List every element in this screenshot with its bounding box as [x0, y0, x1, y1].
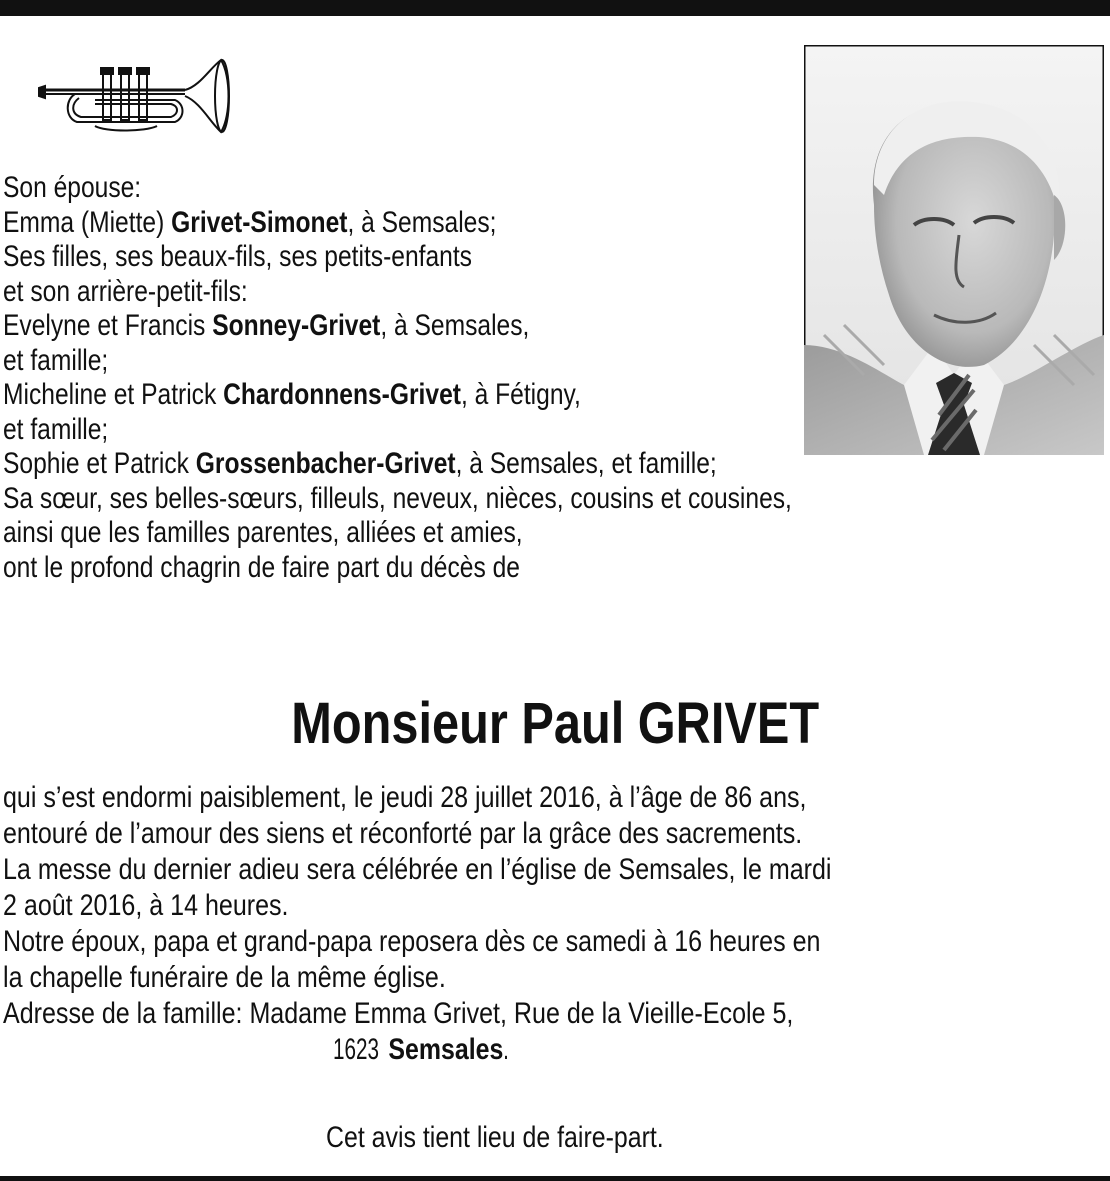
family-line: ont le profond chagrin de faire part du décès de — [3, 550, 520, 584]
family-line: Ses filles, ses beaux-fils, ses petits-enfants — [3, 240, 472, 273]
address-city: 1623Semsales. — [333, 1033, 510, 1066]
detail-line: la chapelle funéraire de la même église. — [3, 961, 446, 994]
family-line: Micheline et Patrick Chardonnens-Grivet, à Fétigny, — [3, 378, 581, 411]
detail-line: qui s’est endormi paisiblement, le jeudi 28 juillet 2016, à l’âge de 86 ans, — [3, 781, 807, 814]
closing-note: Cet avis tient lieu de faire-part. — [326, 1121, 664, 1154]
family-line: et famille; — [3, 343, 109, 377]
family-line: et son arrière-petit-fils: — [3, 274, 248, 308]
family-line: Emma (Miette) Grivet-Simonet, à Semsales; — [3, 205, 497, 239]
family-line: et famille; — [3, 412, 109, 446]
family-list — [3, 171, 1103, 585]
family-line: Evelyne et Francis Sonney-Grivet, à Semsales, — [3, 309, 530, 342]
family-line: Sophie et Patrick Grossenbacher-Grivet, à Semsales, et famille; — [3, 447, 717, 480]
family-line: Sa sœur, ses belles-sœurs, filleuls, neveux, nièces, cousins et cousines, — [3, 481, 792, 515]
detail-line: 2 août 2016, à 14 heures. — [3, 889, 289, 922]
detail-line: La messe du dernier adieu sera célébrée en l’église de Semsales, le mardi — [3, 853, 832, 886]
bottom-rule — [0, 1176, 1110, 1181]
trumpet-icon — [35, 56, 235, 138]
family-line: Son épouse: — [3, 171, 142, 204]
deceased-name: Monsieur Paul GRIVET — [291, 691, 819, 756]
family-line: ainsi que les familles parentes, alliées et amies, — [3, 516, 523, 549]
notice-details — [3, 780, 1110, 1032]
top-rule — [0, 0, 1110, 16]
detail-line: Notre époux, papa et grand-papa reposera dès ce samedi à 16 heures en — [3, 925, 821, 958]
detail-line: Adresse de la famille: Madame Emma Grivet, Rue de la Vieille-Ecole 5, — [3, 997, 794, 1030]
detail-line: entouré de l’amour des siens et réconforté par la grâce des sacrements. — [3, 817, 803, 850]
